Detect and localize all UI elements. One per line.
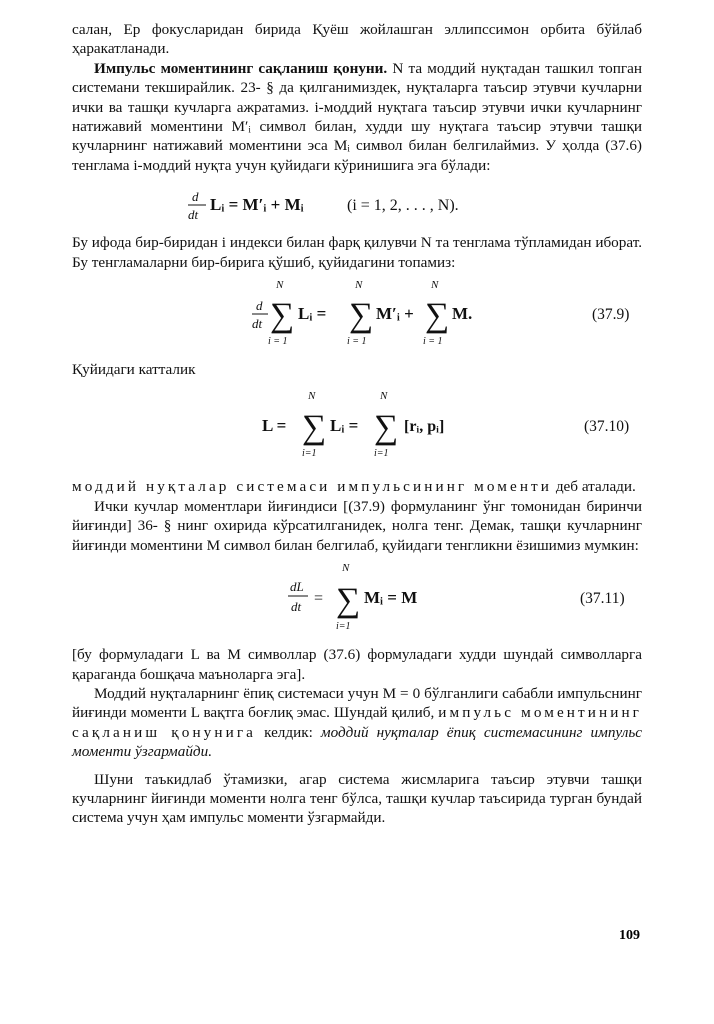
eq3711-term: Mᵢ = M — [364, 588, 418, 608]
equation-37-10-svg — [72, 379, 642, 463]
eq3710-term1: Lᵢ = — [330, 416, 359, 436]
paragraph-4 — [72, 477, 642, 496]
paragraph-1-body: N та моддий нуқтадан ташкил топган системани текширайлик. 23- § да қилганимиздек, нуқталарга таъсир этувчи кучларни ички ва ташқи кучларга ажратамиз. i-моддий нуқтага таъсир этувчи ички кучларнинг натижавий моментини M′ᵢ символ билан, худди шу нуқтага таъсир этувчи ташқи кучларнинг натижавий моментини эса Mᵢ символ билан белгилаймиз. У ҳолда (37.6) тенглама i-моддий нуқта учун қуйидаги кўринишига эга бўлади: — [72, 59, 642, 174]
equation-37-10 — [72, 379, 642, 463]
eq3710-sum1-top: N — [308, 390, 316, 403]
eq379-sum1-top: N — [276, 279, 284, 292]
paragraph-7 — [72, 684, 642, 762]
eq379-sum3-sign: ∑ — [425, 297, 450, 335]
eq379-term1: Lᵢ = — [298, 304, 327, 324]
eq3711-den: dt — [291, 599, 302, 615]
eq3711-eq: = — [314, 590, 324, 608]
eq379-sum3-top: N — [431, 279, 439, 292]
page-body — [72, 20, 642, 828]
page-number: 109 — [619, 928, 640, 943]
eq1-body: Lᵢ = M′ᵢ + Mᵢ — [210, 195, 304, 215]
paragraph-0: салан, Ер фокусларидан бирида Қуёш жойлашган эллипссимон орбита бўйлаб ҳаракатланади. — [72, 21, 642, 58]
eq379-sum2-top: N — [355, 279, 363, 292]
eq3710-term2: [rᵢ, pᵢ] — [404, 418, 445, 436]
equation-1 — [72, 175, 642, 233]
eq3710-sum1-sign: ∑ — [302, 409, 327, 447]
paragraph-2: Бу ифода бир-биридан i индекси билан фарқ қилувчи N та тенглама тўпламидан иборат. Бу тенгламаларни бир-бирига қўшиб, қуйидагини топамиз: — [72, 234, 642, 271]
eq3711-num: dL — [290, 579, 304, 595]
eq379-d: d — [256, 298, 263, 314]
eq379-dt: dt — [252, 316, 263, 332]
eq3710-label: (37.10) — [584, 418, 630, 436]
term-definition: моддий нуқталар системаси импульсининг моменти — [72, 478, 553, 496]
eq1-den: dt — [188, 207, 199, 223]
eq379-term2: M′ᵢ + — [376, 304, 414, 324]
eq1-num: d — [192, 189, 199, 205]
eq3711-sum-bottom: i=1 — [336, 621, 351, 633]
equation-1-svg — [72, 175, 642, 233]
eq379-sum2-bottom: i = 1 — [347, 336, 367, 348]
eq3711-sum-sign: ∑ — [336, 582, 361, 620]
eq379-term3: M. — [452, 304, 473, 324]
paragraph-5: Ички кучлар моментлари йиғиндиси [(37.9) формуланинг ўнг томонидан биринчи йиғинди] 36- § нинг охирида кўрсатилганидек, нолга тенг. Демак, ташқи кучларнинг йиғинди моментини M символ билан белгилаб, қуйидаги тенгликни ёзишимиз мумкин: — [72, 497, 642, 554]
eq1-condition: (i = 1, 2, . . . , N). — [347, 197, 459, 215]
eq3711-sum-top: N — [342, 562, 350, 575]
paragraph-4-rest: деб аталади. — [555, 478, 636, 496]
eq3710-sum2-bottom: i=1 — [374, 448, 389, 460]
eq379-sum1-sign: ∑ — [270, 297, 295, 335]
eq3710-lhs: L = — [262, 416, 287, 436]
equation-37-9 — [72, 272, 642, 352]
paragraph-3: Қуйидаги катталик — [72, 361, 196, 379]
equation-37-9-svg — [72, 272, 642, 352]
law-statement: моддий нуқталар ёпиқ системасининг импульс моменти ўзгармайди. — [72, 723, 643, 761]
paragraph-8: Шуни таъкидлаб ўтамизки, агар система жисмларига таъсир этувчи ташқи кучларнинг йиғинди моменти нолга тенг бўлса, ташқи кучлар таъсирида турган бундай система учун ҳам импульс моменти ўзгармайди. — [72, 770, 642, 827]
eq379-sum2-sign: ∑ — [349, 297, 374, 335]
section-heading: Импульс моментининг сақланиш қонуни. — [94, 59, 388, 77]
eq379-label: (37.9) — [592, 306, 630, 324]
eq3710-sum1-bottom: i=1 — [302, 448, 317, 460]
eq3710-sum2-sign: ∑ — [374, 409, 399, 447]
eq3710-sum2-top: N — [380, 390, 388, 403]
paragraph-7-a: Моддий нуқталарнинг ёпиқ системаси учун M = 0 бўлганлиги сабабли импульснинг йиғинди моменти L вақтга боғлиқ эмас. Шундай қилиб, — [72, 684, 642, 722]
law-name: импульс моментининг сақланиш қонунига — [72, 704, 642, 741]
paragraph-7-b: келдик: — [264, 723, 313, 741]
eq379-sum3-bottom: i = 1 — [423, 336, 443, 348]
equation-37-11-svg — [72, 555, 642, 637]
equation-37-11 — [72, 555, 642, 637]
paragraph-1 — [72, 59, 642, 175]
eq379-sum1-bottom: i = 1 — [268, 336, 288, 348]
paragraph-6: [бу формуладаги L ва M символлар (37.6) формуладаги худди шундай символларга қараганда бошқача маъноларга эга]. — [72, 646, 642, 683]
eq3711-label: (37.11) — [580, 590, 625, 608]
